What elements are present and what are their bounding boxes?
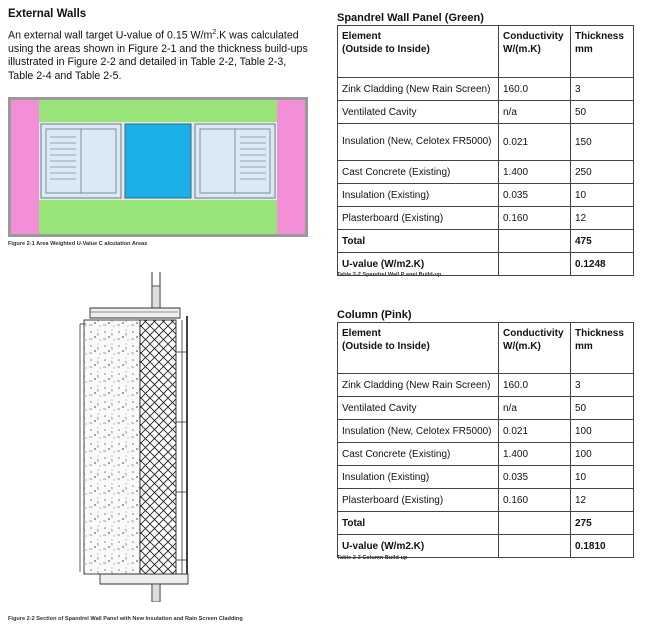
header-element: Element (Outside to Inside) bbox=[338, 26, 499, 78]
green-spandrel-top bbox=[39, 100, 277, 122]
table-row: Insulation (Existing) 0.035 10 bbox=[338, 466, 634, 489]
total-row: Total 475 bbox=[338, 230, 634, 253]
column-title: Column (Pink) bbox=[337, 309, 412, 321]
table-row: Insulation (Existing) 0.035 10 bbox=[338, 184, 634, 207]
pink-column-left bbox=[11, 100, 39, 234]
figure-1-caption: Figure 2-1 Area Weighted U-Value C alculation Areas bbox=[8, 241, 148, 247]
column-table bbox=[337, 322, 634, 558]
header-thickness: Thickness mm bbox=[571, 323, 634, 374]
insulation-layer bbox=[140, 320, 176, 574]
spandrel-title: Spandrel Wall Panel (Green) bbox=[337, 12, 484, 24]
intro-paragraph: An external wall target U-value of 0.15 $W/m^2.K$ was calculated using the areas shown in Figure 2-1 and the thickness build-ups illustrated in Figure 2-2 and detailed in Table 2-2, Table 2-3, Table 2-4 and Table 2-5. bbox=[8, 29, 308, 82]
u-value-row: U-value (W/m2.K) 0.1810 bbox=[338, 535, 634, 558]
area-diagram bbox=[8, 97, 308, 237]
u-value-row: U-value (W/m2.K) 0.1248 bbox=[338, 253, 634, 276]
table-2-3-caption: Table 2-3 Column Build-up bbox=[337, 555, 408, 561]
table-2-2-caption: Table 2-2 Spandrel Wall P anel Build-up bbox=[337, 272, 442, 278]
cill-detail bbox=[90, 308, 180, 318]
table-row: Plasterboard (Existing) 0.160 12 bbox=[338, 207, 634, 230]
window-mullion-top bbox=[152, 272, 160, 308]
header-conductivity: Conductivity W/(m.K) bbox=[499, 323, 571, 374]
window-head-bottom bbox=[100, 574, 188, 602]
concrete-layer bbox=[84, 320, 140, 574]
table-row: Cast Concrete (Existing) 1.400 100 bbox=[338, 443, 634, 466]
section-drawing bbox=[60, 272, 210, 602]
green-spandrel-bottom bbox=[39, 200, 277, 234]
figure-2-caption: Figure 2-2 Section of Spandrel Wall Panel with New Insulation and Rain Screen Cladding bbox=[8, 616, 243, 622]
header-conductivity: Conductivity W/(m.K) bbox=[499, 26, 571, 78]
spandrel-table bbox=[337, 25, 634, 276]
header-thickness: Thickness mm bbox=[571, 26, 634, 78]
table-row: Insulation (New, Celotex FR5000) 0.021 150 bbox=[338, 124, 634, 161]
header-element: Element (Outside to Inside) bbox=[338, 323, 499, 374]
table-row: Zink Cladding (New Rain Screen) 160.0 3 bbox=[338, 78, 634, 101]
table-row: Zink Cladding (New Rain Screen) 160.0 3 bbox=[338, 374, 634, 397]
pink-column-right bbox=[277, 100, 305, 234]
cladding-brackets bbox=[176, 352, 187, 560]
blue-panel bbox=[125, 124, 191, 198]
table-row: Ventilated Cavity n/a 50 bbox=[338, 397, 634, 420]
table-row: Insulation (New, Celotex FR5000) 0.021 100 bbox=[338, 420, 634, 443]
section-heading: External Walls bbox=[8, 8, 87, 20]
table-row: Ventilated Cavity n/a 50 bbox=[338, 101, 634, 124]
table-row: Plasterboard (Existing) 0.160 12 bbox=[338, 489, 634, 512]
table-row: Cast Concrete (Existing) 1.400 250 bbox=[338, 161, 634, 184]
total-row: Total 275 bbox=[338, 512, 634, 535]
